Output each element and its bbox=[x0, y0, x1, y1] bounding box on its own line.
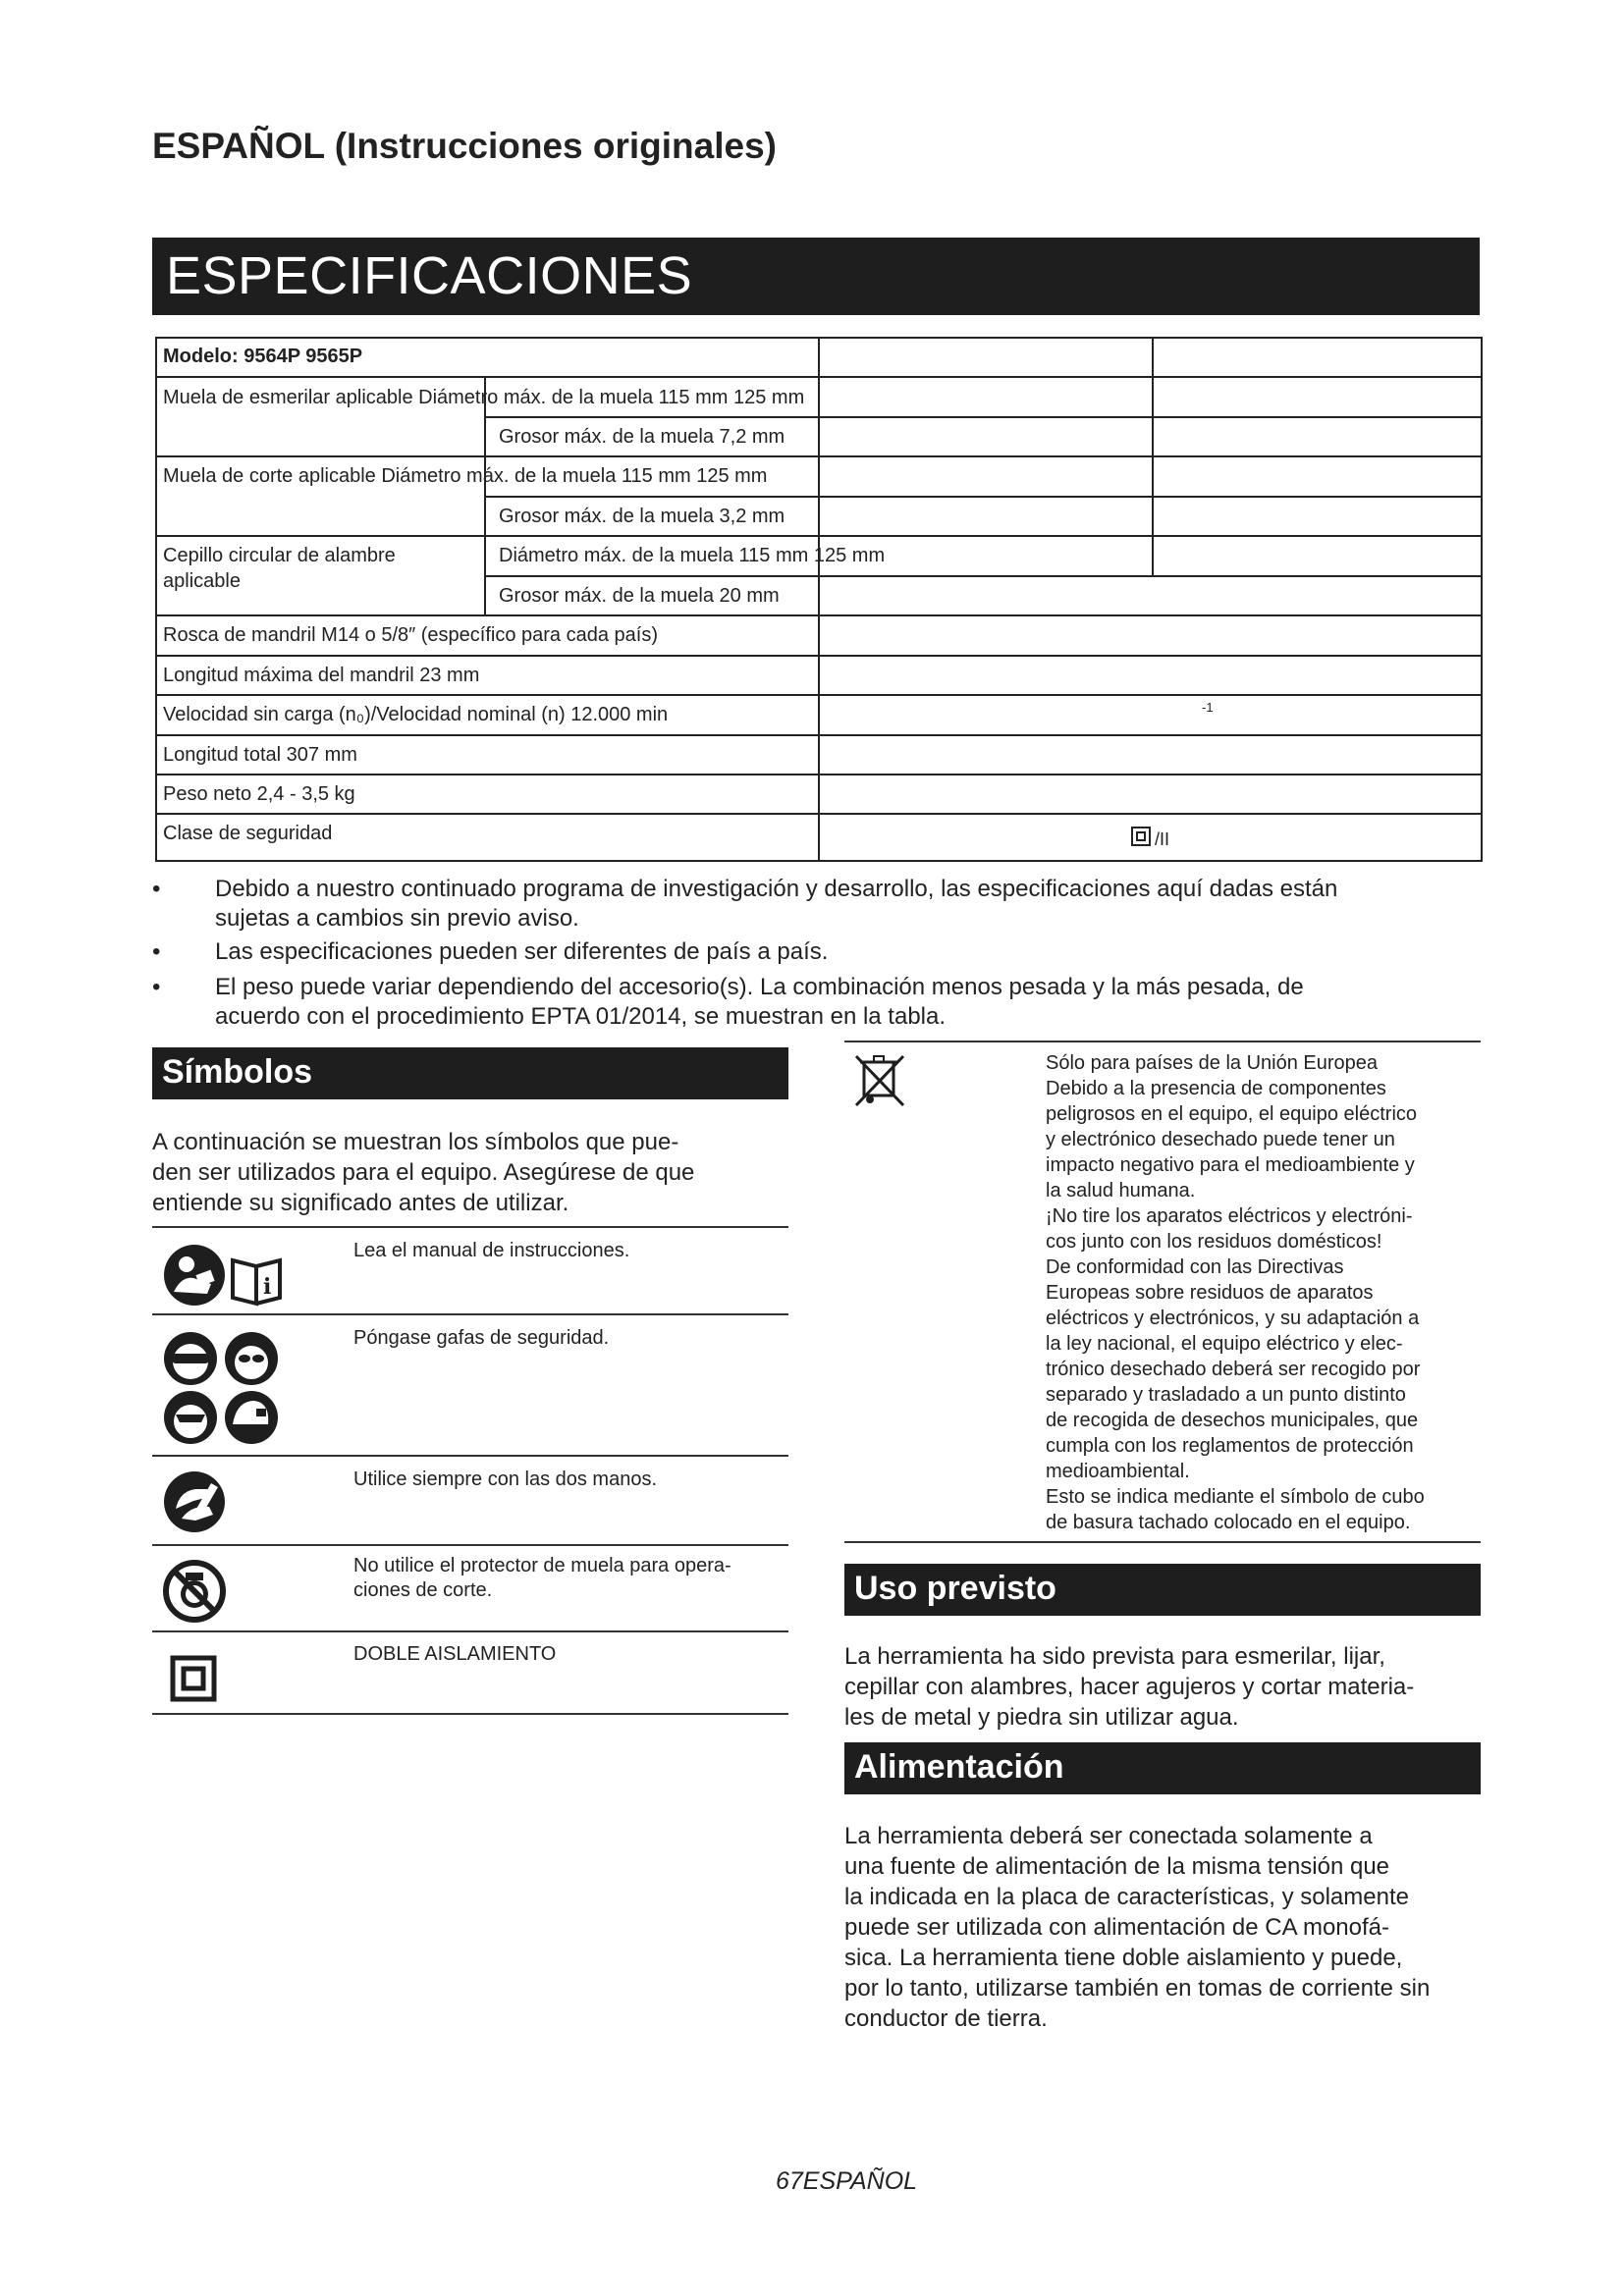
intended-use-heading-bar bbox=[844, 1564, 1481, 1616]
read-manual-icon bbox=[162, 1243, 299, 1308]
spec-wire-brush-label-2: aplicable bbox=[163, 570, 241, 592]
spec-grinding-thickness: Grosor máx. de la muela 7,2 mm bbox=[499, 426, 785, 448]
symbol-read-manual-text: Lea el manual de instrucciones. bbox=[353, 1240, 630, 1261]
weee-notice-text: Sólo para países de la Unión Europea Debido a la presencia de componentes peligrosos en el equipo, el equipo eléctrico y electrónico desechado puede tener un impacto negativo para el medioambiente y la salud humana. ¡No tire los aparatos eléctricos y electróni- cos junto con los residuos domésticos! De conformidad con las Directivas Europeas sobre residuos de aparatos eléctricos y electrónicos, y su adaptación a la ley nacional, el equipo eléctrico y elec- trónico desechado deberá ser recogido por separado y trasladado a un punto distinto de recogida de desechos municipales, que cumpla con los reglamentos de protección medioambiental. Esto se indica mediante el símbolo de cubo de basura tachado colocado en el equipo. bbox=[1046, 1052, 1425, 1533]
power-supply-heading: Alimentación bbox=[854, 1748, 1064, 1786]
symbol-no-guard-text: No utilice el protector de muela para opera- ciones de corte. bbox=[353, 1555, 731, 1601]
spec-cutting-thickness: Grosor máx. de la muela 3,2 mm bbox=[499, 506, 785, 527]
power-supply-text: La herramienta deberá ser conectada solamente a una fuente de alimentación de la misma tensión que la indicada en la placa de características, y solamente puede ser utilizada con alimentación de CA monofá- sica. La herramienta tiene doble aislamiento y puede, por lo tanto, utilizarse también en tomas de corriente sin conductor de tierra. bbox=[844, 1823, 1431, 2032]
crossed-bin-icon bbox=[852, 1052, 907, 1111]
spec-wire-brush-diameter: Diámetro máx. de la muela 115 mm 125 mm bbox=[499, 545, 886, 566]
double-insulation-icon bbox=[170, 1655, 217, 1702]
spec-speed-unit-exponent: -1 bbox=[1202, 700, 1214, 715]
spec-spindle-length: Longitud máxima del mandril 23 mm bbox=[163, 665, 480, 686]
intended-use-heading: Uso previsto bbox=[854, 1570, 1056, 1607]
spec-grinding-wheel: Muela de esmerilar aplicable Diámetro máx. de la muela 115 mm 125 mm bbox=[163, 387, 805, 408]
spec-note-1: • Debido a nuestro continuado programa de investigación y desarrollo, las especificaciones aquí dadas están sujetas a cambios sin previo aviso. bbox=[152, 876, 1338, 932]
spec-overall-length: Longitud total 307 mm bbox=[163, 744, 357, 766]
double-insulation-small-icon bbox=[1131, 827, 1151, 846]
spec-spindle-thread: Rosca de mandril M14 o 5/8″ (específico para cada país) bbox=[163, 624, 659, 646]
symbol-goggles-text: Póngase gafas de seguridad. bbox=[353, 1327, 610, 1349]
page-footer: 67ESPAÑOL bbox=[776, 2167, 918, 2195]
spec-wire-brush-thickness: Grosor máx. de la muela 20 mm bbox=[499, 585, 780, 607]
specifications-table bbox=[155, 337, 1483, 862]
power-supply-heading-bar bbox=[844, 1742, 1481, 1794]
spec-safety-class-value: /II bbox=[1155, 829, 1170, 849]
symbols-heading-bar bbox=[152, 1047, 788, 1099]
spec-model: Modelo: 9564P 9565P bbox=[163, 346, 363, 367]
spec-wire-brush-label: Cepillo circular de alambre bbox=[163, 545, 396, 566]
symbol-two-hands-text: Utilice siempre con las dos manos. bbox=[353, 1468, 658, 1490]
symbols-intro: A continuación se muestran los símbolos que pue- den ser utilizados para el equipo. Asegúrese de que entiende su significado antes de utilizar. bbox=[152, 1129, 695, 1216]
symbols-heading: Símbolos bbox=[162, 1053, 313, 1091]
spec-net-weight: Peso neto 2,4 - 3,5 kg bbox=[163, 783, 355, 805]
spec-speed: Velocidad sin carga (n₀)/Velocidad nominal (n) 12.000 min bbox=[163, 704, 669, 725]
spec-note-2: • Las especificaciones pueden ser diferentes de país a país. bbox=[152, 938, 829, 965]
page-language-title: ESPAÑOL (Instrucciones originales) bbox=[152, 126, 777, 166]
intended-use-text: La herramienta ha sido prevista para esmerilar, lijar, cepillar con alambres, hacer agujeros y cortar materia- les de metal y piedra sin utilizar agua. bbox=[844, 1643, 1415, 1731]
spec-safety-class: Clase de seguridad bbox=[163, 823, 333, 844]
no-guard-for-cutting-icon bbox=[162, 1559, 227, 1624]
spec-cutting-wheel: Muela de corte aplicable Diámetro máx. de la muela 115 mm 125 mm bbox=[163, 465, 768, 487]
safety-goggles-icon bbox=[162, 1330, 285, 1446]
svg-text:i: i bbox=[263, 1274, 272, 1300]
specifications-heading-bar bbox=[152, 238, 1480, 315]
symbol-double-insulation-text: DOBLE AISLAMIENTO bbox=[353, 1643, 557, 1665]
spec-note-3: • El peso puede variar dependiendo del accesorio(s). La combinación menos pesada y la más pesada, de acuerdo con el procedimiento EPTA 01/2014, se muestran en la tabla. bbox=[152, 974, 1304, 1030]
specifications-heading: ESPECIFICACIONES bbox=[166, 246, 693, 305]
two-hands-icon bbox=[162, 1469, 227, 1534]
